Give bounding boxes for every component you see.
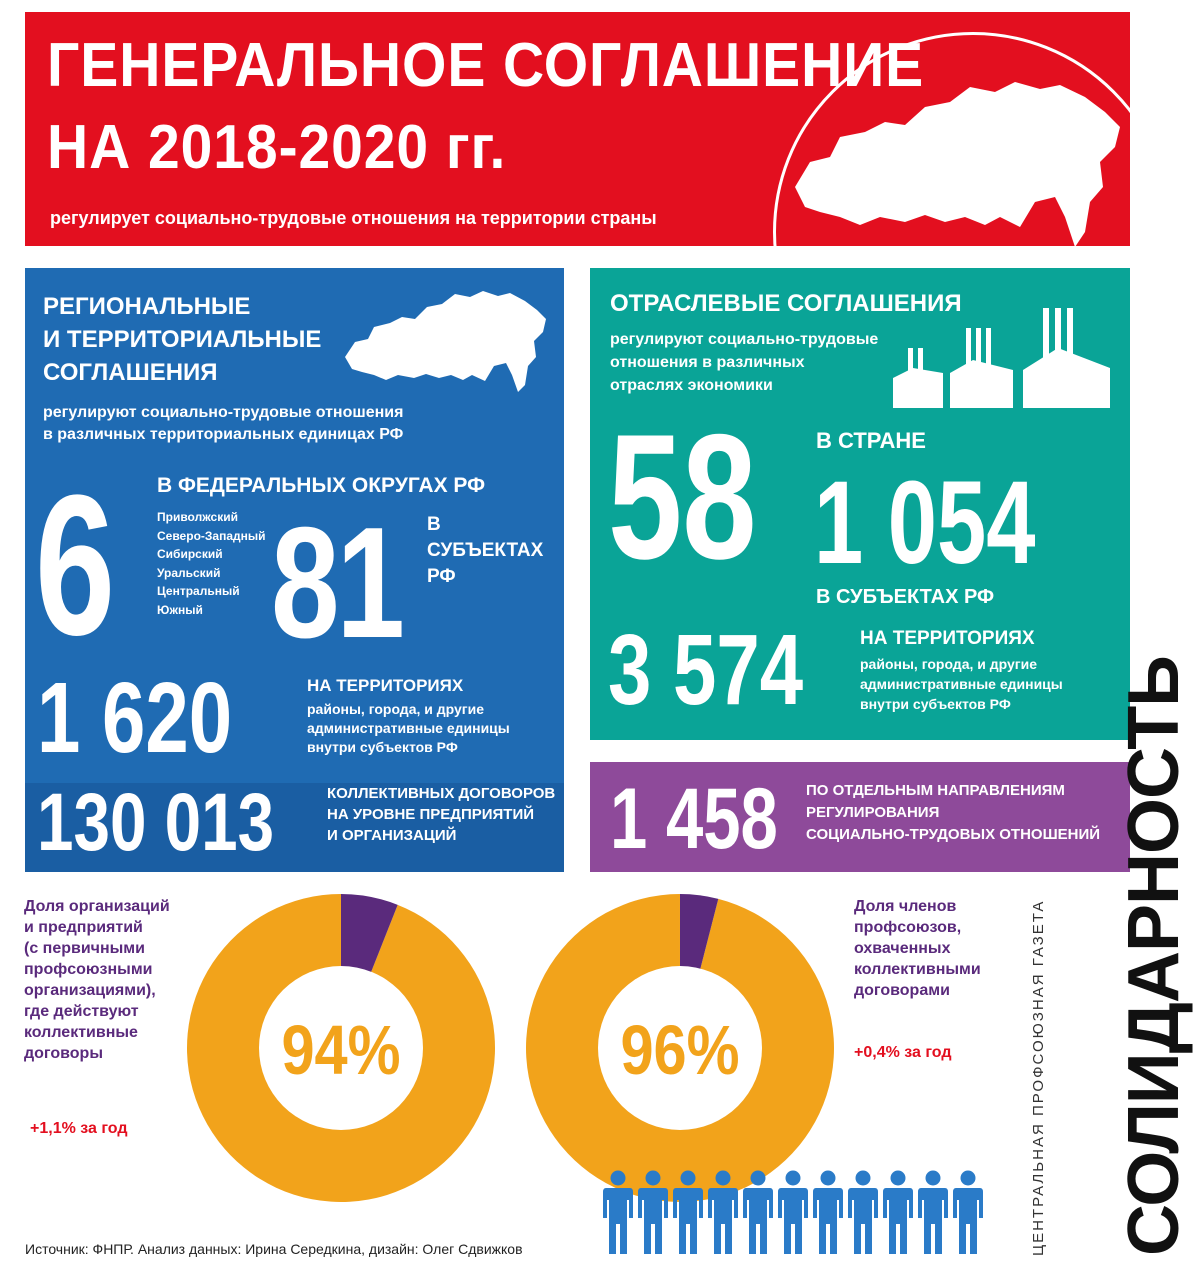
regional-heading-line: И ТЕРРИТОРИАЛЬНЫЕ (43, 326, 322, 353)
sectoral-description (610, 328, 878, 397)
donut2-label-line: профсоюзов, (854, 919, 962, 936)
donut1-label-line: где действуют (24, 1003, 139, 1020)
directions-label (806, 780, 1100, 846)
donut1-label-line: Доля организаций (24, 898, 170, 915)
directions-label-line: СОЦИАЛЬНО-ТРУДОВЫХ ОТНОШЕНИЙ (806, 826, 1101, 843)
header-banner (25, 12, 1130, 246)
subjects-label-line: СУБЪЕКТАХ (427, 540, 544, 561)
regional-heading-line: РЕГИОНАЛЬНЫЕ (43, 293, 251, 320)
donut1-label-line: и предприятий (24, 919, 143, 936)
title-line-1: ГЕНЕРАЛЬНОЕ СОГЛАШЕНИЕ (47, 31, 925, 100)
federal-count: 6 (35, 454, 116, 677)
donut2-label (854, 896, 981, 1001)
directions-count: 1 458 (610, 771, 778, 867)
federal-districts-list (157, 508, 266, 619)
district-item: Уральский (157, 565, 221, 580)
sectoral-territories-description-line: административные единицы (860, 676, 1063, 692)
regional-heading-line: СОГЛАШЕНИЯ (43, 359, 218, 386)
sectoral-description-line: регулируют социально-трудовые (610, 331, 879, 348)
subjects-count: 81 (271, 495, 402, 671)
territories-description-line: административные единицы (307, 720, 510, 736)
donut1-change: +1,1% за год (30, 1120, 128, 1137)
district-item: Приволжский (157, 510, 238, 524)
sectoral-heading: ОТРАСЛЕВЫЕ СОГЛАШЕНИЯ (610, 290, 962, 317)
contracts-label-line: КОЛЛЕКТИВНЫХ ДОГОВОРОВ (327, 785, 556, 802)
sectoral-territories-description-line: внутри субъектов РФ (860, 696, 1011, 712)
contracts-label-line: НА УРОВНЕ ПРЕДПРИЯТИЙ (327, 806, 535, 823)
territories-label: НА ТЕРРИТОРИЯХ (307, 676, 464, 695)
donut1-label-line: договоры (24, 1045, 103, 1062)
sectoral-country-label: В СТРАНЕ (816, 428, 926, 453)
factory-icon (888, 308, 1113, 408)
donut2-change: +0,4% за год (854, 1044, 952, 1061)
sectoral-territories-description-line: районы, города, и другие (860, 656, 1038, 672)
directions-label-line: ПО ОТДЕЛЬНЫМ НАПРАВЛЕНИЯМ (806, 782, 1065, 799)
people-row-icon (603, 1170, 988, 1254)
regional-description-line: в различных территориальных единицах РФ (43, 426, 404, 443)
brand-logo: СОЛИДАРНОСТЬ (1114, 656, 1194, 1256)
regional-description-line: регулируют социально-трудовые отношения (43, 404, 404, 421)
subjects-label-line: РФ (427, 566, 456, 587)
subjects-label-line: В (427, 514, 441, 535)
federal-label: В ФЕДЕРАЛЬНЫХ ОКРУГАХ РФ (157, 474, 486, 497)
regional-agreements-panel (25, 268, 564, 872)
donut2-value: 96% (620, 1011, 740, 1089)
territories-description-line: внутри субъектов РФ (307, 739, 458, 755)
donut1-label (24, 896, 170, 1064)
donut2-label-line: коллективными (854, 961, 981, 978)
donut2-label-line: Доля членов (854, 898, 957, 915)
directions-panel (590, 762, 1130, 872)
contracts-count: 130 013 (37, 777, 275, 868)
directions-label-line: РЕГУЛИРОВАНИЯ (806, 804, 940, 821)
sectoral-country-count: 58 (608, 397, 757, 596)
territories-count: 1 620 (37, 662, 233, 774)
title-line-2: НА 2018-2020 гг. (47, 113, 507, 182)
sectoral-territories-description (860, 654, 1063, 714)
sectoral-description-line: отраслях экономики (610, 377, 773, 394)
territories-description (307, 700, 510, 757)
donut2-label-line: договорами (854, 982, 950, 999)
donut1-value: 94% (281, 1011, 401, 1089)
sectoral-subjects-count: 1 054 (814, 457, 1036, 589)
contracts-label (327, 783, 555, 846)
sectoral-subjects-label: В СУБЪЕКТАХ РФ (816, 586, 995, 608)
district-item: Сибирский (157, 547, 223, 561)
header-subtitle: регулирует социально-трудовые отношения на территории страны (50, 208, 657, 228)
district-item: Северо-Западный (157, 528, 266, 543)
contracts-label-line: И ОРГАНИЗАЦИЙ (327, 827, 457, 844)
donut1-label-line: (с первичными (24, 940, 145, 957)
sectoral-description-line: отношения в различных (610, 354, 805, 371)
district-item: Центральный (157, 584, 240, 598)
donut1-label-line: коллективные (24, 1024, 138, 1041)
territories-description-line: районы, города, и другие (307, 701, 485, 717)
donut2-label-line: охваченных (854, 940, 951, 957)
regional-heading (43, 290, 321, 389)
sectoral-territories-label: НА ТЕРРИТОРИЯХ (860, 628, 1035, 649)
donut1-label-line: организациями), (24, 982, 156, 999)
source-credit: Источник: ФНПР. Анализ данных: Ирина Середкина, дизайн: Олег Сдвижков (25, 1241, 523, 1257)
russia-map-icon (340, 282, 550, 394)
donut1-label-line: профсоюзными (24, 961, 153, 978)
brand-tagline: ЦЕНТРАЛЬНАЯ ПРОФСОЮЗНАЯ ГАЗЕТА (1030, 899, 1047, 1256)
regional-description (43, 402, 403, 446)
subjects-label (427, 512, 543, 590)
district-item: Южный (157, 602, 203, 617)
sectoral-territories-count: 3 574 (608, 614, 804, 726)
sectoral-agreements-panel (590, 268, 1130, 740)
